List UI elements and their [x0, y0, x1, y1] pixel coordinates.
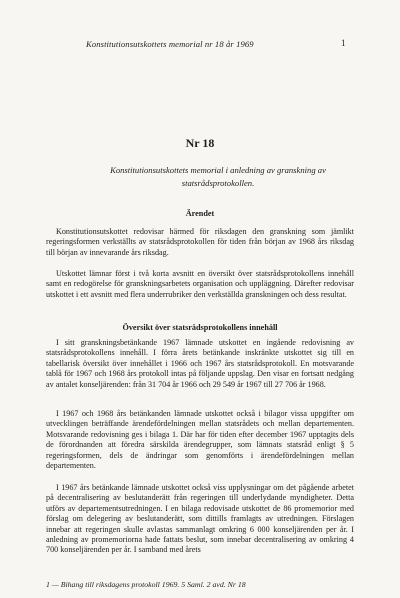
paragraph-text: I 1967 och 1968 års betänkanden lämnade utskottet också i bilagor vissa uppgifter om utvecklingen beträffande ärendefördelningen mellan statsrådets och mellan departementen. Motsvarande redovisning ges i bilaga 1. Där har för tiden efter december 1967 upptagits dels de förordnanden att föredra särskilda ärendegrupper, som lämnats statsråd enligt § 5 regeringsformen, dels de ändringar som genomförts i ärendefördelningen mellan departementen. [46, 409, 354, 471]
document-number: Nr 18 [185, 136, 215, 150]
paragraph [46, 409, 354, 471]
paragraph [46, 483, 354, 556]
page-number: 1 [341, 38, 346, 48]
running-header: Konstitutionsutskottets memorial nr 18 år 1969 [86, 39, 254, 49]
section-heading-oversikt: Översikt över statsrådsprotokollens innehåll [122, 323, 278, 332]
paragraph [46, 227, 354, 258]
document-subtitle: Konstitutionsutskottets memorial i anledning av granskning av statsrådsprotokollen. [110, 165, 326, 188]
paragraph [46, 269, 354, 300]
paragraph-text: Utskottet lämnar först i två korta avsnitt en översikt över statsrådsprotokollens innehåll samt en redogörelse för granskningsarbetets organisation och uppläggning. Därefter redovisar utskottet i ett avsnitt med flera underrubriker den verkställda granskningen och dess resultat. [46, 269, 354, 299]
section-heading-arendet: Ärendet [185, 209, 215, 218]
paragraph [46, 338, 354, 390]
footnote: 1 — Bihang till riksdagens protokoll 1969. 5 Saml. 2 avd. Nr 18 [46, 580, 246, 589]
paragraph-text: I 1967 års betänkande lämnade utskottet också viss upplysningar om det pågående arbetet på decentralisering av beslutanderätt från regeringen till underlydande myndigheter. Detta utförs av departementsutredningen. I en bilaga redovisade utskottet de 86 promemorior med förslag om delegering av beslutanderätt, som dittills framlagts av utredningen. Förslagen innebar att regeringen skulle avlastas sammanlagt omkring 6 000 konseljärenden per år. I anledning av promemoriorna hade fattats beslut, som innebar decentralisering av omkring 4 700 konseljärenden per år. I samband med årets [46, 483, 354, 555]
paragraph-text: I sitt granskningsbetänkande 1967 lämnade utskottet en ingående redovisning av statsrådsprotokollens innehåll. I förra årets betänkande inskränkte utskottet sig till en tabellarisk översikt över innehållet i 1966 och 1967 års statsrådsprotokoll. En motsvarande tablå för 1967 och 1968 års protokoll intas på följande uppslag. Den visar en fortsatt nedgång av antalet konseljärenden: från 31 704 år 1966 och 29 549 år 1967 till 27 706 år 1968. [46, 338, 354, 389]
paragraph-text: Konstitutionsutskottet redovisar härmed för riksdagen den granskning som jämlikt regeringsformen verkställts av statsrådsprotokollen för tiden från början av 1968 års riksdag till början av innevarande års riksdag. [46, 227, 354, 257]
